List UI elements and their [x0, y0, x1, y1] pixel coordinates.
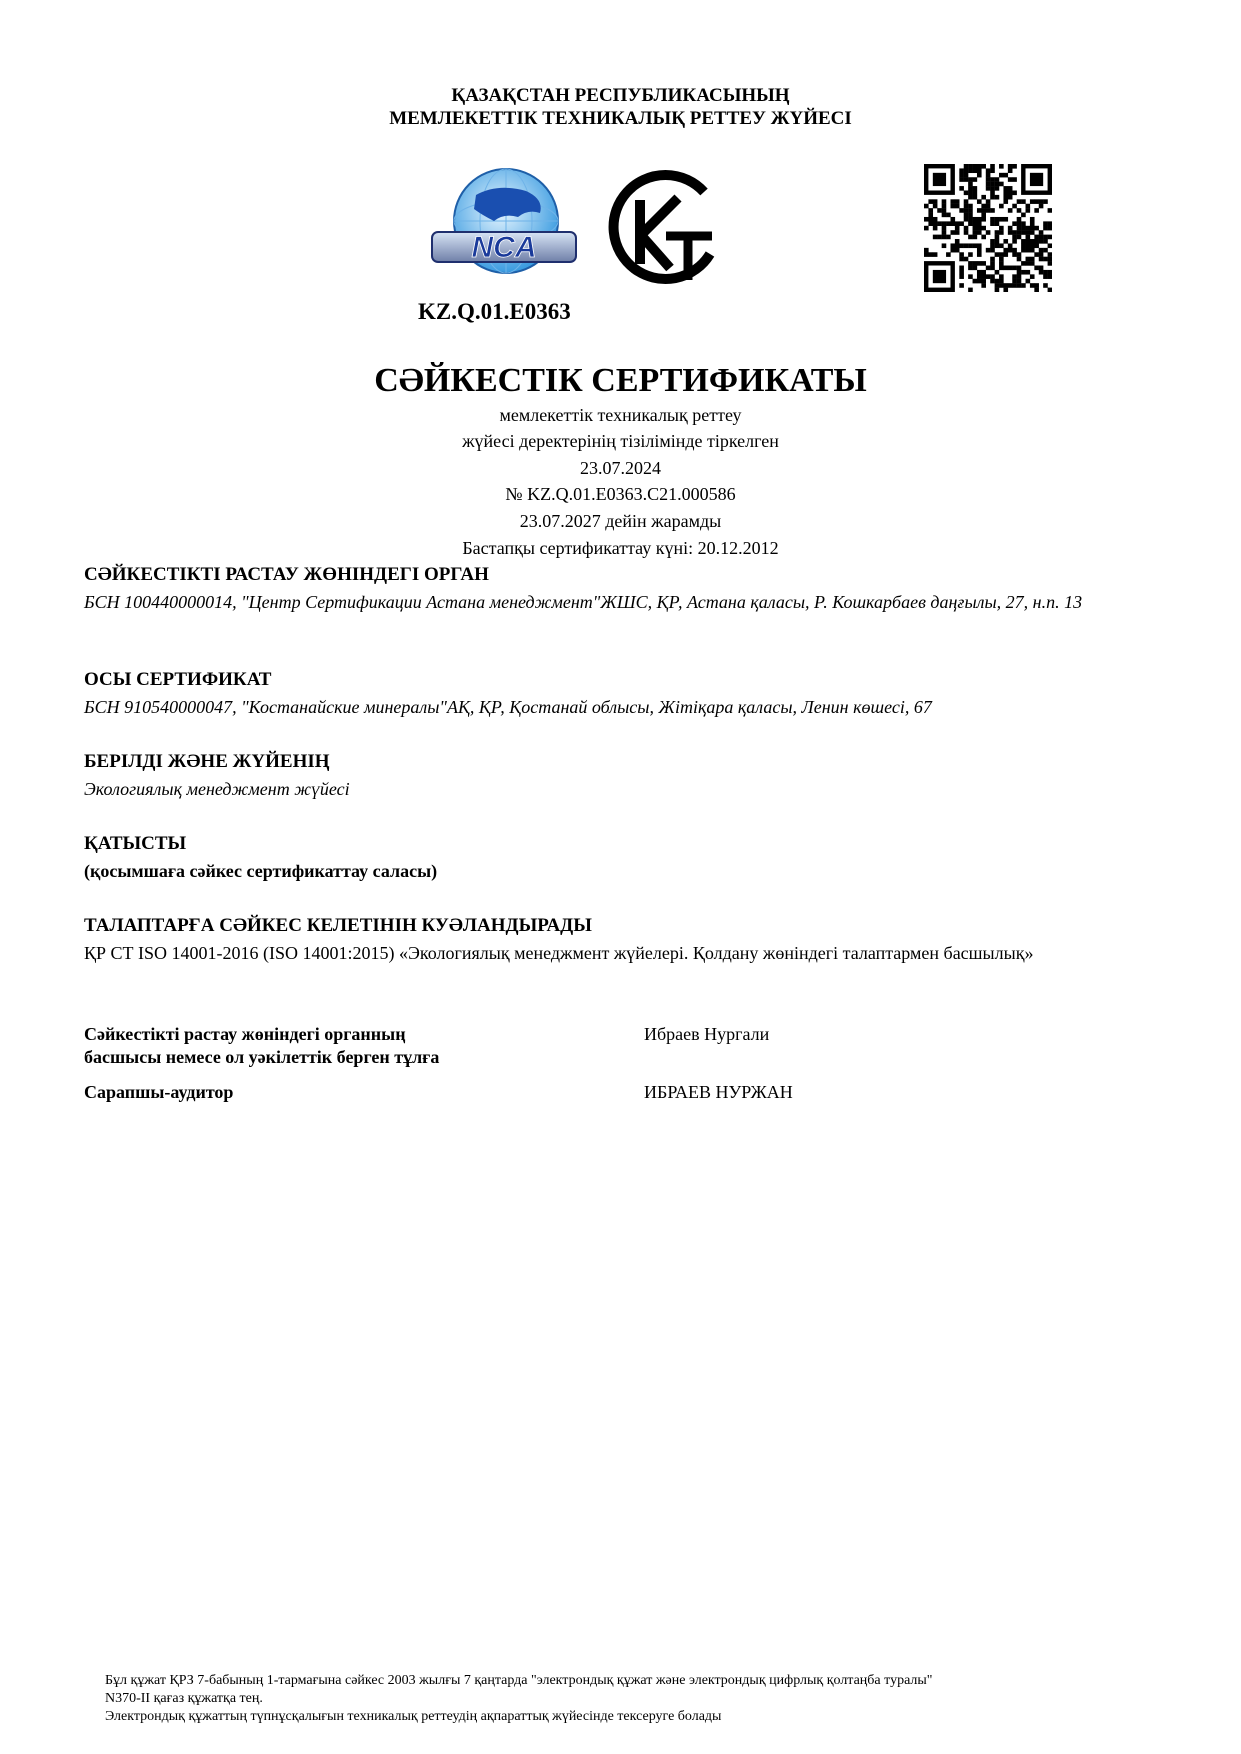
section-cert-title: ОСЫ СЕРТИФИКАТ	[84, 669, 272, 690]
signature-auditor-label: Сарапшы-аудитор	[84, 1082, 234, 1102]
signature-head-name: Ибраев Нургали	[644, 1024, 770, 1044]
section-requirements-title: ТАЛАПТАРҒА СӘЙКЕС КЕЛЕТІНІН КУӘЛАНДЫРАДЫ	[84, 915, 592, 936]
footer-line-2: N370-II қағаз құжатқа тең.	[105, 1691, 263, 1706]
section-body-text: БСН 100440000014, "Центр Сертификации Астана менеджмент"ЖШС, ҚР, Астана қаласы, Р. Кошкарбаев даңғылы, 27, н.п. 13	[84, 592, 1083, 612]
certificate-title: СӘЙКЕСТІК СЕРТИФИКАТЫ	[374, 362, 867, 399]
signature-auditor-name: ИБРАЕВ НУРЖАН	[644, 1082, 793, 1102]
accreditation-code: KZ.Q.01.E0363	[418, 299, 571, 324]
signature-head-label-1: Сәйкестікті растау жөніндегі органның	[84, 1024, 406, 1044]
footer-line-3: Электрондық құжаттың түпнұсқалығын техникалық реттеудің ақпараттық жүйесінде тексеруге болады	[105, 1709, 722, 1724]
section-cert-text: БСН 910540000047, "Костанайские минералы"АҚ, ҚР, Қостанай облысы, Жітіқара қаласы, Ленин көшесі, 67	[84, 697, 932, 717]
signature-head-label-2: басшысы немесе ол уәкілеттік берген тұлға	[84, 1047, 440, 1067]
section-requirements-text: ҚР СТ ISO 14001-2016 (ISO 14001:2015) «Экологиялық менеджмент жүйелері. Қолдану жөніндегі талаптармен басшылық»	[84, 943, 1034, 963]
registration-line-1: мемлекеттік техникалық реттеу	[499, 405, 742, 425]
header-line-2: МЕМЛЕКЕТТІК ТЕХНИКАЛЫҚ РЕТТЕУ ЖҮЙЕСІ	[389, 108, 852, 129]
certificate-number: № KZ.Q.01.E0363.C21.000586	[505, 484, 736, 504]
valid-until: 23.07.2027 дейін жарамды	[519, 511, 722, 531]
footer-line-1: Бұл құжат ҚРЗ 7-бабының 1-тармағына сәйкес 2003 жылғы 7 қаңтарда "электрондық құжат және электрондық цифрлық қолтаңба туралы"	[105, 1673, 933, 1688]
header-line-1: ҚАЗАҚСТАН РЕСПУБЛИКАСЫНЫҢ	[451, 85, 790, 106]
nca-logo-text: NCA	[471, 231, 537, 264]
section-body-title: СӘЙКЕСТІКТІ РАСТАУ ЖӨНІНДЕГІ ОРГАН	[84, 564, 489, 585]
section-issued-title: БЕРІЛДІ ЖӘНЕ ЖҮЙЕНІҢ	[84, 751, 330, 772]
section-related-subtitle: (қосымшаға сәйкес сертификаттау саласы)	[84, 861, 438, 881]
qr-code	[924, 164, 1052, 292]
nca-logo	[428, 165, 580, 275]
kz-conformity-mark-icon	[604, 168, 722, 290]
section-issued-text: Экологиялық менеджмент жүйесі	[84, 779, 350, 799]
registration-line-2: жүйесі деректерінің тізілімінде тіркелген	[462, 431, 779, 451]
nca-globe-icon	[428, 165, 580, 275]
initial-certification-date: Бастапқы сертификаттау күні: 20.12.2012	[462, 538, 779, 558]
kz-conformity-mark	[604, 168, 722, 290]
qr-code-icon	[924, 164, 1052, 292]
section-related-title: ҚАТЫСТЫ	[84, 833, 187, 854]
registration-date: 23.07.2024	[580, 458, 661, 478]
